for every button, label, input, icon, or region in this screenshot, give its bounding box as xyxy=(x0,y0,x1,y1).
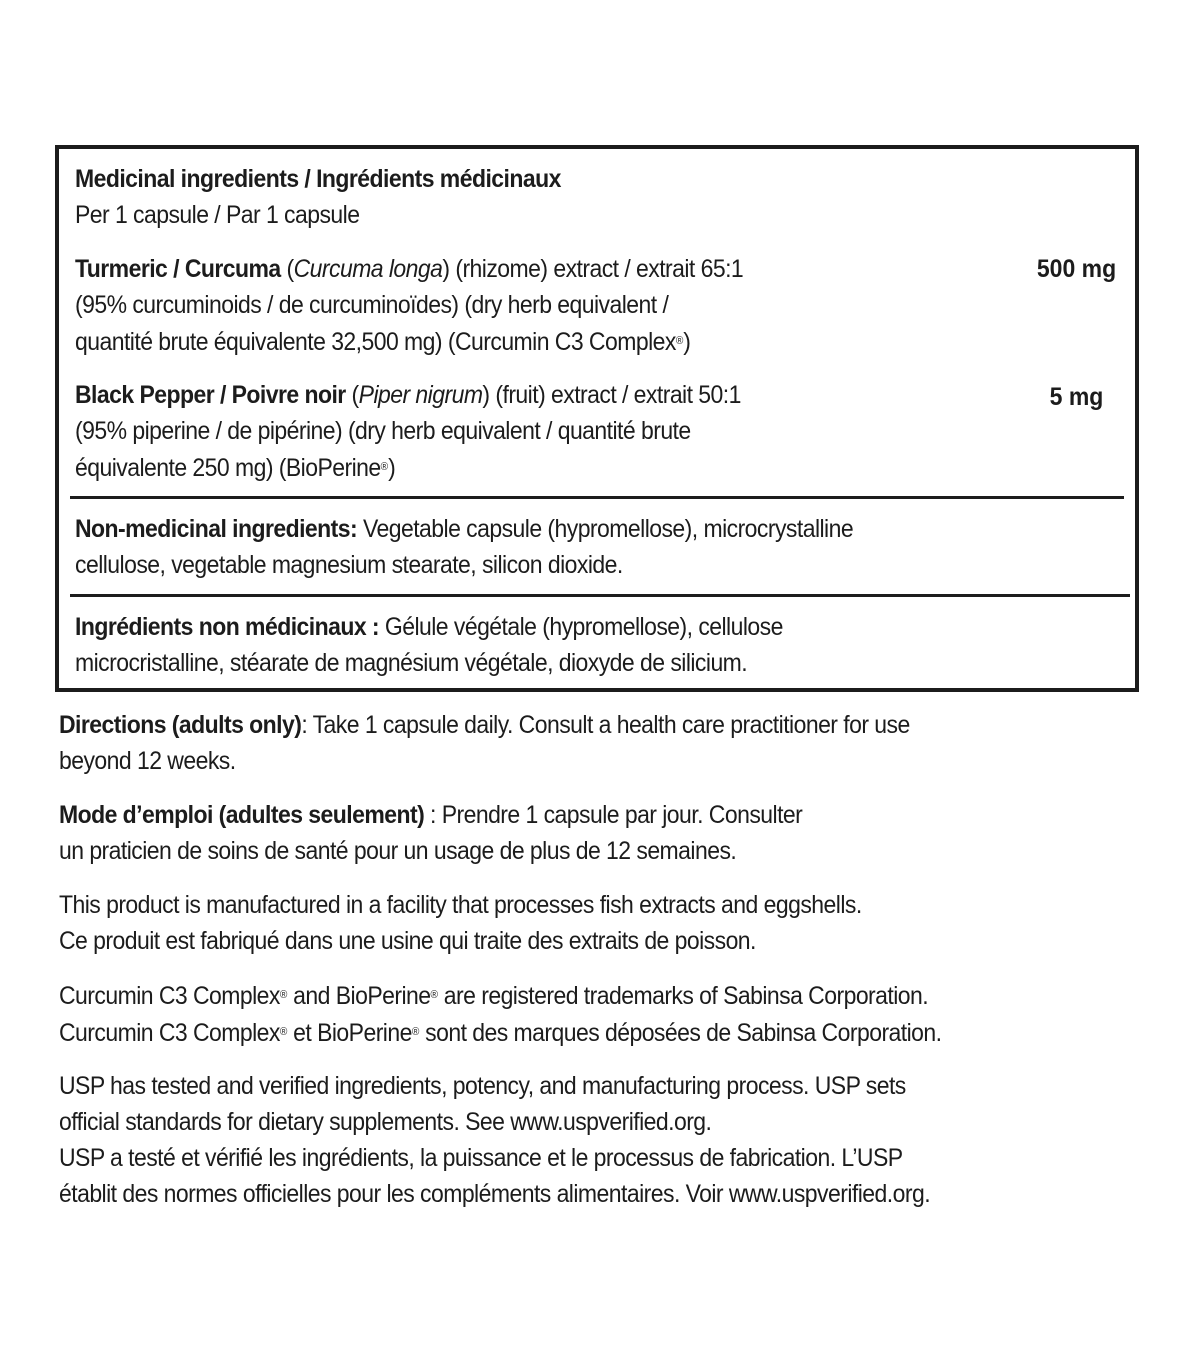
ingredient-turmeric: Turmeric / Curcuma (Curcuma longa) (rhizome) extract / extrait 65:1 (95% curcuminoids / de curcuminoïdes) (dry herb equivalent / quantité brute équivalente 32,500 mg) (Curcumin C3 Complex®) xyxy=(75,255,744,356)
ingredient-name: Turmeric / Curcuma xyxy=(75,255,281,283)
medicinal-heading: Medicinal ingredients / Ingrédients médicinaux xyxy=(75,165,561,193)
ingredient-amount: 5 mg xyxy=(1049,383,1103,411)
ingredient-amount: 500 mg xyxy=(1036,255,1116,283)
facility-statement: This product is manufactured in a facility that processes fish extracts and eggshells. Ce produit est fabriqué dans une usine qui traite des extraits de poisson. xyxy=(59,891,862,955)
registered-mark: ® xyxy=(411,1026,420,1038)
directions-label: Directions (adults only) xyxy=(59,711,302,739)
mode-emploi-label: Mode d’emploi (adultes seulement) xyxy=(59,801,425,829)
registered-mark: ® xyxy=(279,1026,288,1038)
mode-emploi: Mode d’emploi (adultes seulement) : Prendre 1 capsule par jour. Consulter un praticien de soins de santé pour un usage de plus de 12 semaines. xyxy=(59,801,803,865)
latin-name: Curcuma longa xyxy=(293,255,443,283)
registered-mark: ® xyxy=(380,461,389,473)
trademark-statement: Curcumin C3 Complex® and BioPerine® are registered trademarks of Sabinsa Corporation. Curcumin C3 Complex® et BioPerine® sont des marques déposées de Sabinsa Corporation. xyxy=(59,982,942,1047)
per-serving: Per 1 capsule / Par 1 capsule xyxy=(75,201,360,229)
registered-mark: ® xyxy=(430,989,438,1001)
ingredient-black-pepper: Black Pepper / Poivre noir (Piper nigrum) (fruit) extract / extrait 50:1 (95% piperine / de pipérine) (dry herb equivalent / quantité brute équivalente 250 mg) (BioPerine®) xyxy=(75,381,741,482)
divider xyxy=(70,496,1124,499)
directions: Directions (adults only): Take 1 capsule daily. Consult a health care practitioner for use beyond 12 weeks. xyxy=(59,711,910,775)
non-medicinal-label: Non-medicinal ingredients: xyxy=(75,515,358,543)
usp-statement: USP has tested and verified ingredients, potency, and manufacturing process. USP sets official standards for dietary supplements. See www.uspverified.org. USP a testé et vérifié les ingrédients, la puissance et le processus de fabrication. L’USP établit des normes officielles pour les compléments alimentaires. Voir www.uspverified.org. xyxy=(59,1072,931,1208)
latin-name: Piper nigrum xyxy=(358,381,483,409)
divider xyxy=(70,594,1130,597)
registered-mark: ® xyxy=(279,989,288,1001)
ingredient-name: Black Pepper / Poivre noir xyxy=(75,381,346,409)
registered-mark: ® xyxy=(675,335,684,347)
non-medicinaux-label: Ingrédients non médicinaux : xyxy=(75,613,380,641)
non-medicinal-ingredients: Non-medicinal ingredients: Vegetable capsule (hypromellose), microcrystalline cellulose, vegetable magnesium stearate, silicon dioxide. xyxy=(75,515,854,579)
ingredients-non-medicinaux: Ingrédients non médicinaux : Gélule végétale (hypromellose), cellulose microcristalline, stéarate de magnésium végétale, dioxyde de silicium. xyxy=(75,613,783,677)
